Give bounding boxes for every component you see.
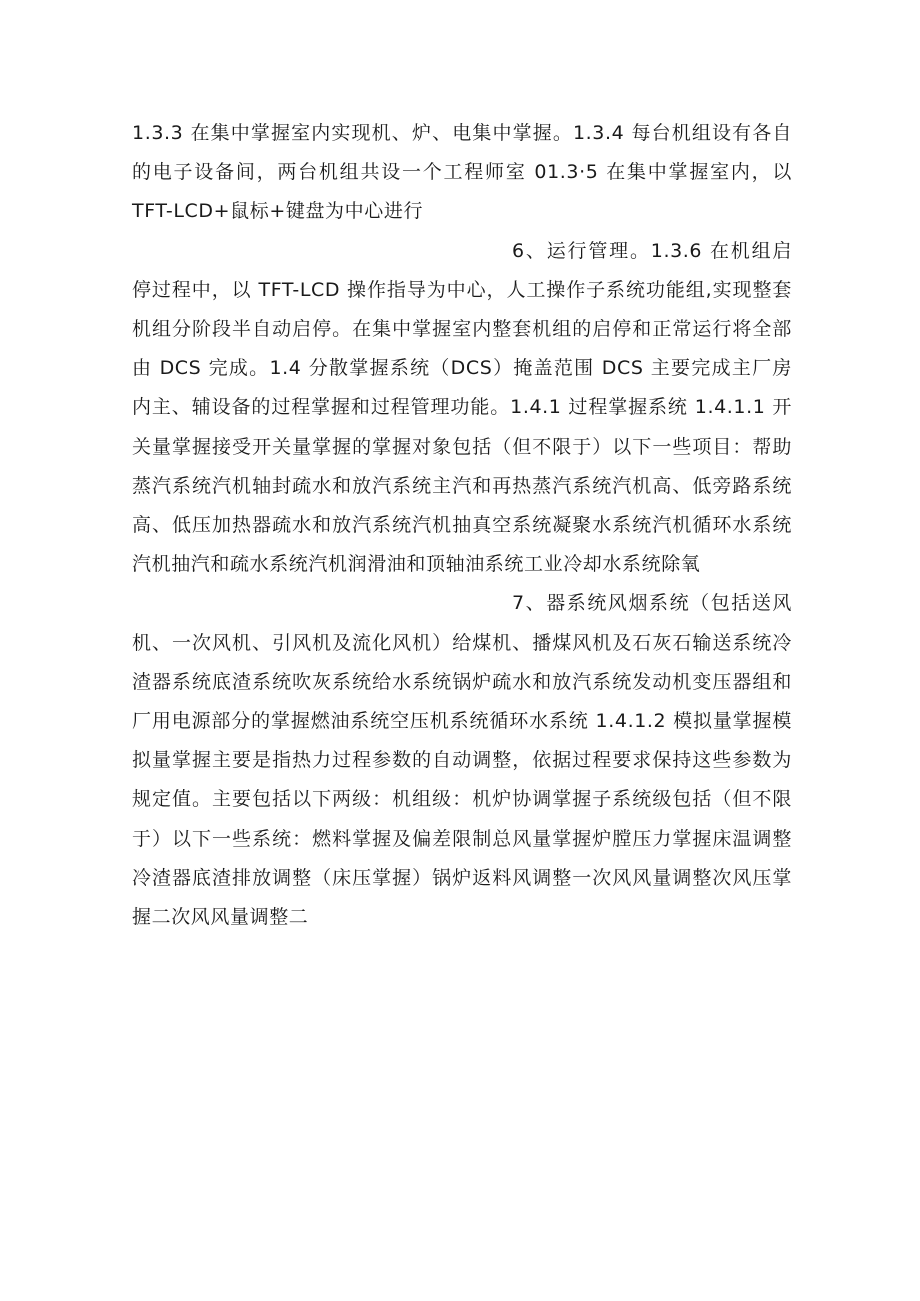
document-body — [132, 114, 792, 937]
paragraph-1: 1.3.3 在集中掌握室内实现机、炉、电集中掌握。1.3.4 每台机组设有各自的电子设备间，两台机组共设一个工程师室 01.3·5 在集中掌握室内，以 TFT-LCD+鼠标+键盘为中心进行 — [132, 122, 792, 223]
paragraph-3: 7、器系统风烟系统（包括送风机、一次风机、引风机及流化风机）给煤机、播煤风机及石灰石输送系统冷渣器系统底渣系统吹灰系统给水系统锅炉疏水和放汽系统发动机变压器组和厂用电源部分的掌握燃油系统空压机系统循环水系统 1.4.1.2 模拟量掌握模拟量掌握主要是指热力过程参数的自动调整，依据过程要求保持这些参数为规定值。主要包括以下两级：机组级：机炉协调掌握子系统级包括（但不限于）以下一些系统：燃料掌握及偏差限制总风量掌握炉膛压力掌握床温调整冷渣器底渣排放调整（床压掌握）锅炉返料风调整一次风风量调整次风压掌握二次风风量调整二 — [132, 592, 792, 929]
paragraph-2: 6、运行管理。1.3.6 在机组启停过程中，以 TFT-LCD 操作指导为中心，人工操作子系统功能组,实现整套机组分阶段半自动启停。在集中掌握室内整套机组的启停和正常运行将全部由 DCS 完成。1.4 分散掌握系统（DCS）掩盖范围 DCS 主要完成主厂房内主、辅设备的过程掌握和过程管理功能。1.4.1 过程掌握系统 1.4.1.1 开关量掌握接受开关量掌握的掌握对象包括（但不限于）以下一些项目：帮助蒸汽系统汽机轴封疏水和放汽系统主汽和再热蒸汽系统汽机高、低旁路系统高、低压加热器疏水和放汽系统汽机抽真空系统凝聚水系统汽机循环水系统汽机抽汽和疏水系统汽机润滑油和顶轴油系统工业冷却水系统除氧 — [132, 239, 792, 576]
